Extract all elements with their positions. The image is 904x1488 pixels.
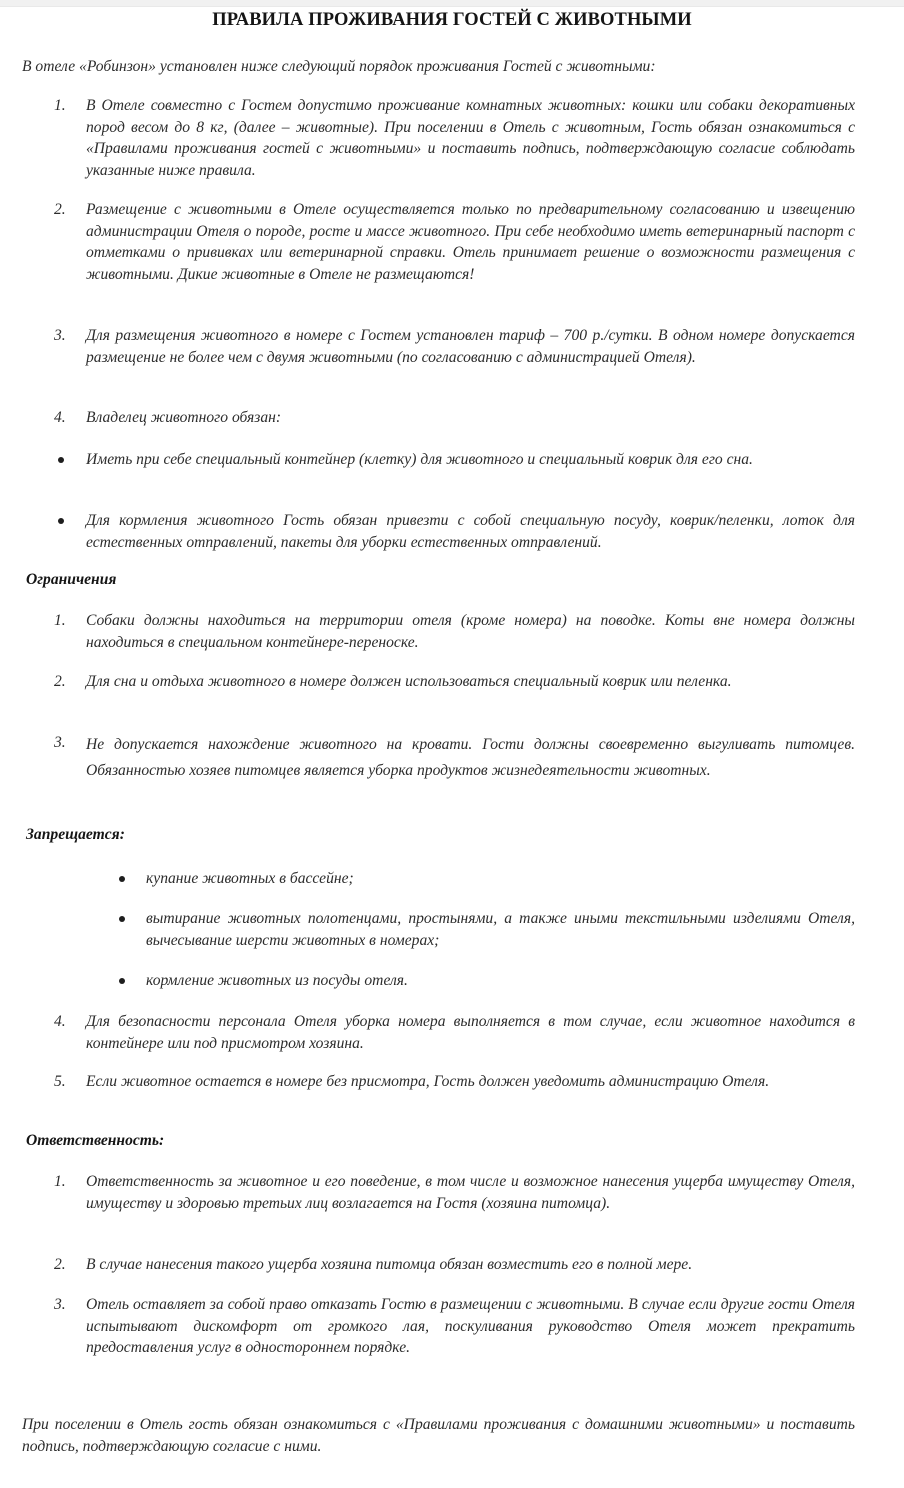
rule-text: Размещение с животными в Отеле осуществляется только по предварительному согласованию и извещению администрации Отеля о породе, росте и массе животного. При себе необходимо иметь ветеринарный паспорт с отметками о прививках или ветеринарной справки. Отель принимает решение о возможности размещения с животными. Дикие животные в Отеле не размещаются! bbox=[86, 201, 855, 283]
bullet-icon bbox=[119, 978, 125, 984]
rule-number: 3. bbox=[54, 734, 66, 751]
prohibited-text: вытирание животных полотенцами, простынями, а также иными текстильными изделиями Отеля, вычесывание шерсти животных в номерах; bbox=[146, 910, 855, 949]
rule-text: Для сна и отдыха животного в номере должен использоваться специальный коврик или пеленка. bbox=[86, 673, 732, 690]
prohibited-text: купание животных в бассейне; bbox=[146, 870, 354, 887]
rule-text: Если животное остается в номере без присмотра, Гость должен уведомить администрацию Отеля. bbox=[86, 1073, 770, 1090]
duty-text: Иметь при себе специальный контейнер (клетку) для животного и специальный коврик для его сна. bbox=[86, 451, 753, 468]
rule-number: 3. bbox=[54, 327, 66, 344]
rule-text: Отель оставляет за собой право отказать Гостю в размещении с животными. В случае если другие гости Отеля испытывают дискомфорт от громкого лая, поскуливания руководство Отеля может прекратить предоставления услуг в одностороннем порядке. bbox=[86, 1296, 855, 1357]
rule-text: Владелец животного обязан: bbox=[86, 409, 282, 426]
rule-text: Для безопасности персонала Отеля уборка номера выполняется в том случае, если животное находится в контейнере или под присмотром хозяина. bbox=[86, 1013, 855, 1052]
rule-number: 1. bbox=[54, 612, 66, 629]
section-heading-responsibility: Ответственность: bbox=[26, 1132, 165, 1149]
rule-number: 2. bbox=[54, 1256, 66, 1273]
rule-number: 4. bbox=[54, 409, 66, 426]
section-heading-restrictions: Ограничения bbox=[26, 571, 117, 588]
prohibited-text: кормление животных из посуды отеля. bbox=[146, 972, 408, 989]
rule-number: 2. bbox=[54, 673, 66, 690]
closing-paragraph: При поселении в Отель гость обязан ознакомиться с «Правилами проживания с домашними животными» и поставить подпись, подтверждающую согласие с ними. bbox=[22, 1416, 855, 1455]
rule-text: Для размещения животного в номере с Гостем установлен тариф – 700 р./сутки. В одном номере допускается размещение не более чем с двумя животными (по согласованию с администрацией Отеля). bbox=[86, 327, 855, 366]
duty-text: Для кормления животного Гость обязан привезти с собой специальную посуду, коврик/пеленки, лоток для естественных отправлений, пакеты для уборки естественных отправлений. bbox=[86, 512, 855, 551]
rule-text: Собаки должны находиться на территории отеля (кроме номера) на поводке. Коты вне номера должны находиться в специальном контейнере-переноске. bbox=[86, 612, 855, 651]
bullet-icon bbox=[58, 518, 64, 524]
rule-text: Не допускается нахождение животного на кровати. Гости должны своевременно выгуливать питомцев. Обязанностью хозяев питомцев является уборка продуктов жизнедеятельности животных. bbox=[86, 736, 855, 779]
bullet-icon bbox=[119, 876, 125, 882]
rule-text: Ответственность за животное и его поведение, в том числе и возможное нанесения ущерба имуществу Отеля, имуществу и здоровью третьих лиц возлагается на Гостя (хозяина питомца). bbox=[86, 1173, 855, 1212]
bullet-icon bbox=[58, 457, 64, 463]
rule-number: 1. bbox=[54, 97, 66, 114]
rule-text: В случае нанесения такого ущерба хозяина питомца обязан возместить его в полной мере. bbox=[86, 1256, 693, 1273]
rule-number: 4. bbox=[54, 1013, 66, 1030]
rule-number: 1. bbox=[54, 1173, 66, 1190]
top-edge bbox=[0, 0, 904, 7]
document-title: ПРАВИЛА ПРОЖИВАНИЯ ГОСТЕЙ С ЖИВОТНЫМИ bbox=[212, 10, 692, 30]
bullet-icon bbox=[119, 916, 125, 922]
section-heading-prohibited: Запрещается: bbox=[26, 826, 125, 843]
rule-number: 3. bbox=[54, 1296, 66, 1313]
rule-number: 5. bbox=[54, 1073, 66, 1090]
rule-text: В Отеле совместно с Гостем допустимо проживание комнатных животных: кошки или собаки декоративных пород весом до 8 кг, (далее – животные). При поселении в Отель с животным, Гость обязан ознакомиться с «Правилами проживания гостей с животными» и поставить подпись, подтверждающую согласие соблюдать указанные ниже правила. bbox=[86, 97, 855, 179]
rule-number: 2. bbox=[54, 201, 66, 218]
intro-paragraph: В отеле «Робинзон» установлен ниже следующий порядок проживания Гостей с животными: bbox=[22, 58, 656, 75]
